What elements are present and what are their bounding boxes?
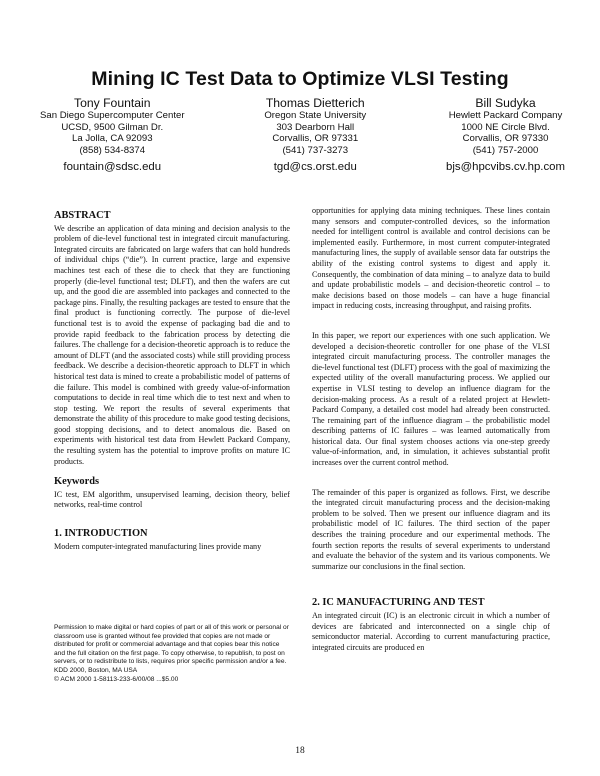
right-column	[312, 206, 550, 653]
author-name: Bill Sudyka	[475, 96, 536, 110]
introduction-text: Modern computer-integrated manufacturing lines provide many	[54, 541, 262, 551]
left-column	[54, 211, 290, 552]
keywords-heading: Keywords	[54, 476, 100, 488]
author-block	[40, 96, 565, 174]
body-paragraph: The remainder of this paper is organized as follows. First, we describe the integrated circuit manufacturing process and the decision-making problem to be solved. Then we present our influence diagram and its probabilistic model of IC failures. The third section of the paper describes the training procedure and our experimental methods. The fourth section reports the results of several experiments to understand and evaluate the behavior of the system and its various components. We summarize our conclusions in the final section.	[312, 487, 550, 571]
author-address-line: UCSD, 9500 Gilman Dr.	[61, 121, 164, 133]
author-address-line: 303 Dearborn Hall	[276, 121, 355, 133]
permission-text: Permission to make digital or hard copies of part or all of this work or personal or classroom use is granted without fee provided that copies are not made or distributed for profit or commercial advantage and that copies bear this notice and the full citation on the first page. To copy otherwise, to republish, to post on servers, or to redistribute to lists, requires prior specific permission and/or a fee.	[54, 624, 289, 666]
author-name: Tony Fountain	[73, 96, 151, 110]
body-paragraph: opportunities for applying data mining techniques. These lines contain many sensors and computer-controlled devices, so the information needed for intelligent control is available and control decisions can be implemented easily. Furthermore, in most current computer-integrated manufacturing lines, the supply of available sensor data far outstrips the ability of the existing control systems to digest and apply it. Consequently, the combination of data mining – to analyze data to build and update probabilistic models – and decision-theoretic control – to make decisions based on those models – can have a huge financial impact in reducing costs, increasing throughput, and raising profits.	[312, 206, 550, 311]
abstract-text: We describe an application of data mining and decision analysis to the problem of die-level functional test in integrated circuit manufacturing. Integrated circuits are fabricated on large wafers that can hold hundreds of individual chips (“die”). In current practice, large and expensive machines test each of these die to check that they are functioning properly (die-level functional test; DLFT), and then the wafers are cut up, and the good die are assembled into packages and connected to the package pins. Finally, the resulting packages are tested to ensure that the final product is functioning correctly. The purpose of die-level functional test is to avoid the expense of packaging bad die and to provide rapid feedback to the fabrication process by detecting die failures. The challenge for a decision-theoretic approach is to reduce the amount of DLFT (and the associated costs) while still providing process feedback. We describe a decision-theoretic approach to DLFT in which historical test data is mined to create a probabilistic model of patterns of die failure. This model is combined with greedy value-of-information computations to decide in real time which die to test next and when to stop testing. We report the results of several experiments that demonstrate the ability of this procedure to make good testing decisions, good stopping decisions, and to detect anomalous die. Based on experiments with historical test data from Hewlett Packard Company, the resulting system has the potential to improve profits on mature IC products.	[54, 223, 290, 466]
keywords-text: IC test, EM algorithm, unsupervised learning, decision theory, belief networks, real-time control	[54, 489, 290, 510]
body-paragraph: In this paper, we report our experiences with one such application. We developed a decision-theoretic controller for one phase of the VLSI integrated circuit manufacturing process. The controller manages the die-level functional test (DLFT) process with the goal of maximizing the expected utility of the overall manufacturing process. We applied our expertise in VLSI testing to develop an influence diagram for the decision-making process. As a result of a related project at Hewlett-Packard Company, a detailed cost model had already been constructed. The remaining part of the influence diagram – the probabilistic model describing patterns of IC failures – was learned automatically from historical data. Our final system chooses actions via one-step greedy value-of-information, and, in simulation, it achieves substantial profit increases over the current control method.	[312, 330, 550, 468]
author-email: bjs@hpcvibs.cv.hp.com	[446, 161, 565, 174]
author-email: fountain@sdsc.edu	[63, 161, 162, 174]
author-1	[40, 96, 185, 174]
author-phone: (858) 534-8374	[79, 144, 146, 156]
page-number: 18	[295, 746, 305, 756]
author-phone: (541) 757-2000	[472, 144, 539, 156]
author-affiliation: Hewlett Packard Company	[448, 110, 563, 121]
introduction-heading: 1. INTRODUCTION	[54, 528, 148, 540]
author-address-line: Corvallis, OR 97331	[272, 133, 359, 145]
section-2-text: An integrated circuit (IC) is an electronic circuit in which a number of devices are fabricated and interconnected on a single chip of semiconductor material. According to current manufacturing practice, integrated circuits are produced en	[312, 611, 550, 652]
paper-title: Mining IC Test Data to Optimize VLSI Testing	[91, 68, 509, 90]
author-affiliation: Oregon State University	[264, 110, 367, 121]
author-phone: (541) 737-3273	[282, 144, 349, 156]
abstract-heading: ABSTRACT	[54, 210, 111, 221]
author-affiliation: San Diego Supercomputer Center	[40, 110, 185, 121]
section-2-heading: 2. IC MANUFACTURING AND TEST	[312, 597, 485, 609]
author-address-line: Corvallis, OR 97330	[462, 133, 549, 145]
author-name: Thomas Dietterich	[265, 96, 365, 110]
copyright-notice	[54, 624, 290, 684]
acm-line: © ACM 2000 1-58113-233-6/00/08 ...$5.00	[54, 675, 179, 683]
author-email: tgd@cs.orst.edu	[273, 161, 357, 174]
author-address-line: 1000 NE Circle Blvd.	[461, 121, 550, 133]
author-address-line: La Jolla, CA 92093	[71, 133, 153, 145]
venue-line: KDD 2000, Boston, MA USA	[54, 666, 138, 674]
author-2	[264, 96, 366, 174]
author-3	[446, 96, 565, 174]
